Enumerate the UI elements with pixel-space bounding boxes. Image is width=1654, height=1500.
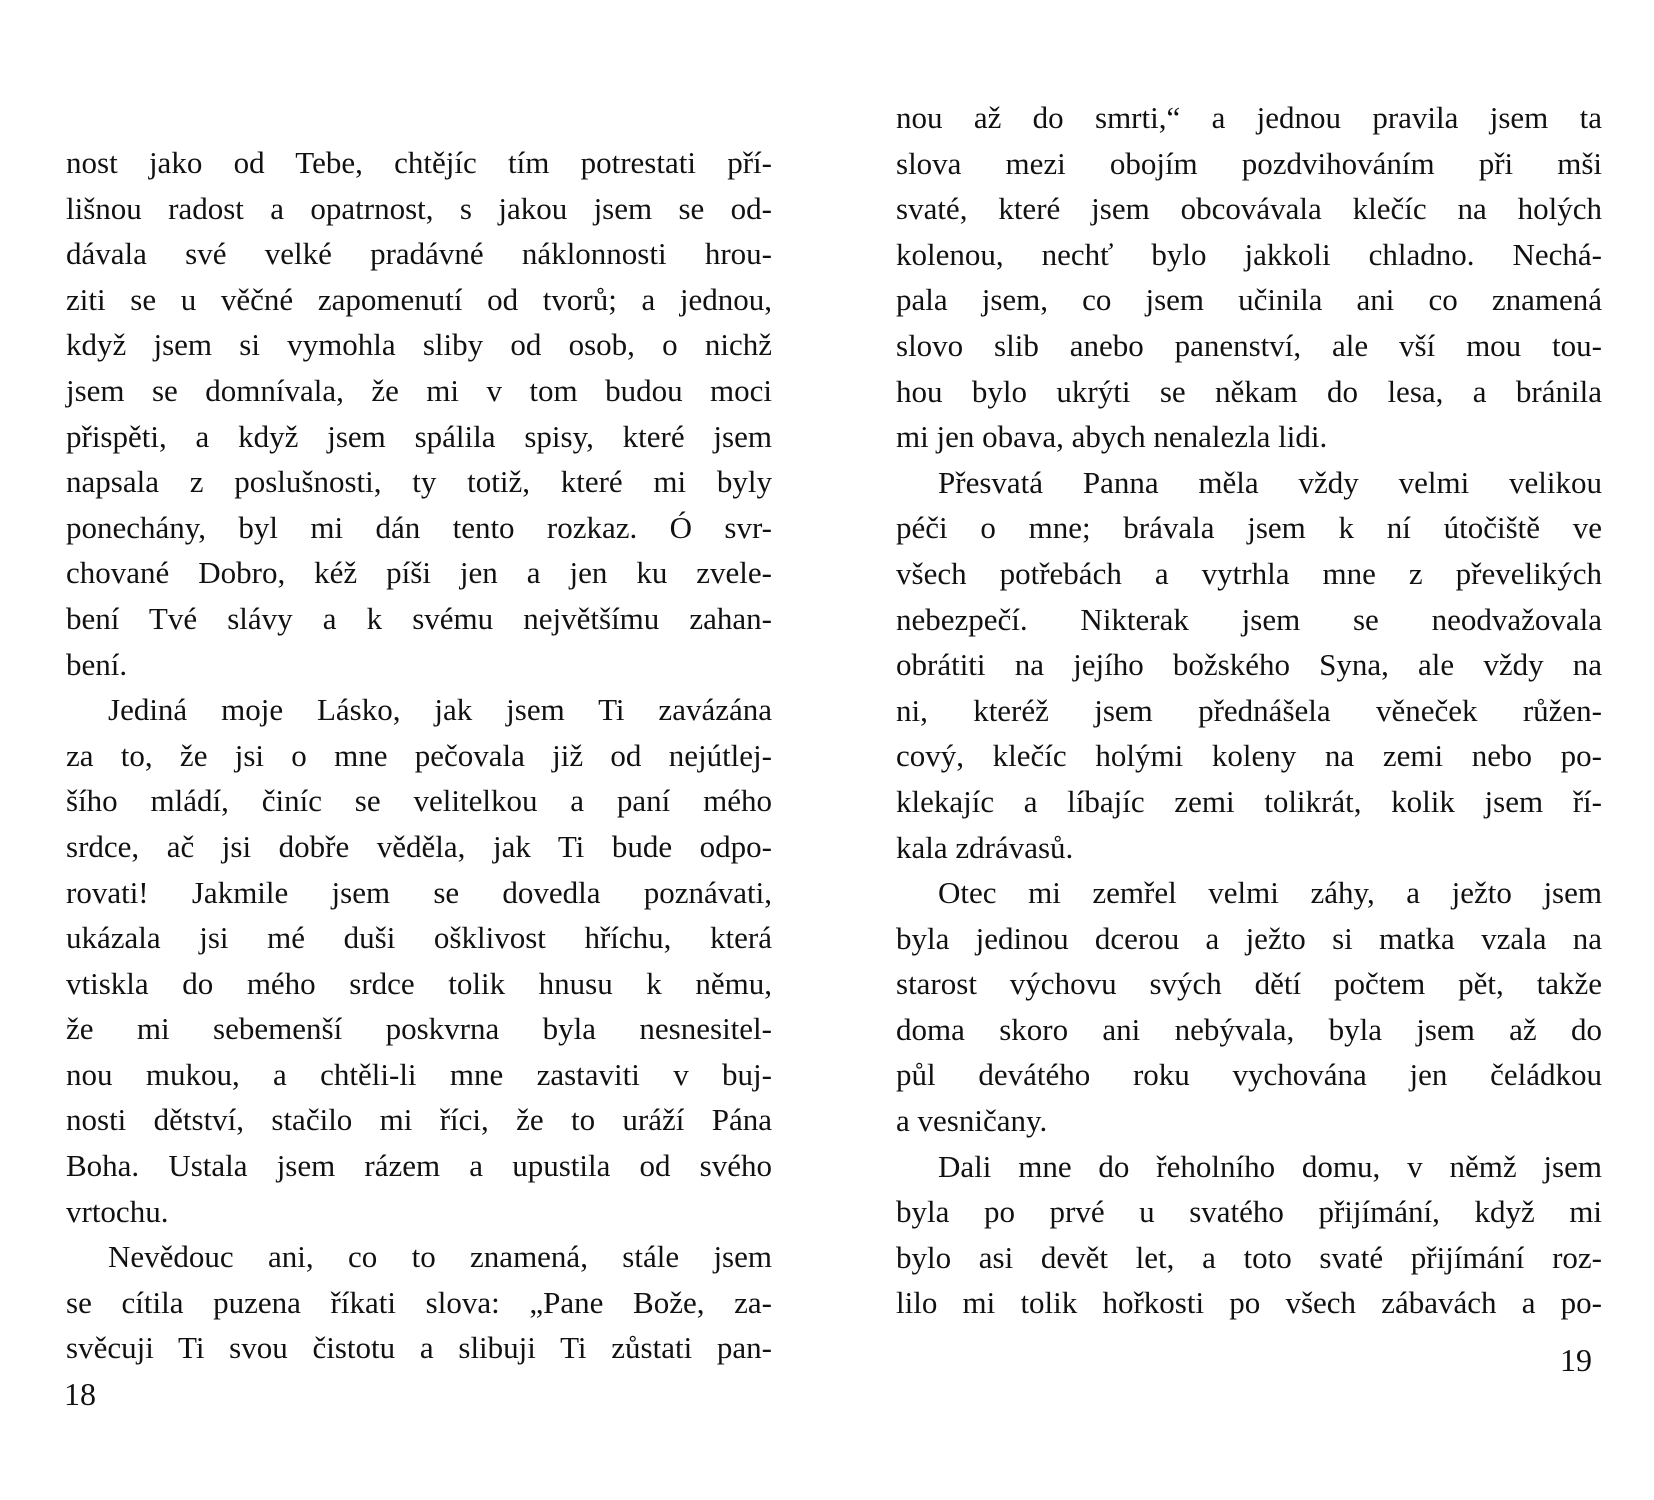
text-line: dávala své velké pradávné náklonnosti hrou- — [66, 236, 772, 272]
text-line: Otec mi zemřel velmi záhy, a ježto jsem — [938, 875, 1602, 911]
text-line: šího mládí, činíc se velitelkou a paní mého — [66, 783, 772, 819]
text-line: napsala z poslušnosti, ty totiž, které mi byly — [66, 464, 772, 500]
text-line: kala zdrávasů. — [896, 829, 1074, 865]
text-line: chované Dobro, kéž píši jen a jen ku zvele- — [66, 555, 772, 591]
text-line: že mi sebemenší poskvrna byla nesnesitel- — [66, 1011, 772, 1047]
text-line: vtiskla do mého srdce tolik hnusu k němu, — [66, 965, 772, 1001]
text-line: půl devátého roku vychována jen čeládkou — [896, 1057, 1602, 1093]
text-line: cový, klečíc holými koleny na zemi nebo po- — [896, 738, 1602, 774]
text-line: svaté, které jsem obcovávala klečíc na holých — [896, 191, 1602, 227]
left-page-text — [66, 140, 772, 1371]
text-line: nou mukou, a chtěli-li mne zastaviti v buj- — [66, 1056, 772, 1092]
text-line: srdce, ač jsi dobře věděla, jak Ti bude odpo- — [66, 828, 772, 864]
text-line: klekajíc a líbajíc zemi tolikrát, kolik jsem ří- — [896, 783, 1602, 819]
text-line: bylo asi devět let, a toto svaté přijímání roz- — [896, 1239, 1602, 1275]
text-line: Nevědouc ani, co to znamená, stále jsem — [108, 1239, 772, 1275]
text-line: ziti se u věčné zapomenutí od tvorů; a jednou, — [66, 281, 772, 317]
text-line: Dali mne do řeholního domu, v němž jsem — [938, 1148, 1602, 1184]
text-line: starost výchovu svých dětí počtem pět, takže — [896, 966, 1602, 1002]
text-line: lišnou radost a opatrnost, s jakou jsem se od- — [66, 190, 772, 226]
text-line: přispěti, a když jsem spálila spisy, které jsem — [66, 418, 772, 454]
text-line: Boha. Ustala jsem rázem a upustila od svého — [66, 1148, 772, 1184]
text-line: rovati! Jakmile jsem se dovedla poznávati, — [66, 874, 772, 910]
text-line: lilo mi tolik hořkosti po všech zábavách a po- — [896, 1285, 1602, 1321]
text-line: vrtochu. — [66, 1193, 169, 1229]
text-line: nebezpečí. Nikterak jsem se neodvažovala — [896, 601, 1602, 637]
text-line: a vesničany. — [896, 1103, 1048, 1139]
text-line: mi jen obava, abych nenalezla lidi. — [896, 419, 1328, 455]
text-line: pala jsem, co jsem učinila ani co znamená — [896, 282, 1602, 318]
text-line: svěcuji Ti svou čistotu a slibuji Ti zůstati pan- — [66, 1330, 772, 1366]
text-line: jsem se domnívala, že mi v tom budou moci — [66, 372, 772, 408]
text-line: obrátiti na jejího božského Syna, ale vždy na — [896, 647, 1602, 683]
text-line: všech potřebách a vytrhla mne z převelikých — [896, 555, 1602, 591]
text-line: slovo slib anebo panenství, ale vší mou tou- — [896, 327, 1602, 363]
text-line: hou bylo ukrýti se někam do lesa, a bránila — [896, 373, 1602, 409]
text-line: ukázala jsi mé duši ošklivost hříchu, která — [66, 920, 772, 956]
text-line: byla jedinou dcerou a ježto si matka vzala na — [896, 920, 1602, 956]
text-line: když jsem si vymohla sliby od osob, o nichž — [66, 327, 772, 363]
text-line: za to, že jsi o mne pečovala již od nejútlej- — [66, 737, 772, 773]
text-line: bení Tvé slávy a k svému největšímu zahan- — [66, 600, 772, 636]
text-line: kolenou, nechť bylo jakkoli chladno. Nechá- — [896, 236, 1602, 272]
text-line: nost jako od Tebe, chtějíc tím potrestati pří- — [66, 145, 772, 180]
text-line: nou až do smrti,“ a jednou pravila jsem ta — [896, 100, 1602, 135]
text-line: ponechány, byl mi dán tento rozkaz. Ó svr- — [66, 509, 772, 545]
right-page-text — [896, 95, 1602, 1326]
page-number-right: 19 — [1560, 1342, 1592, 1378]
text-line: Jediná moje Lásko, jak jsem Ti zavázána — [108, 692, 772, 728]
text-line: slova mezi obojím pozdvihováním při mši — [896, 145, 1602, 181]
text-line: péči o mne; brávala jsem k ní útočiště ve — [896, 510, 1602, 546]
text-line: doma skoro ani nebývala, byla jsem až do — [896, 1011, 1602, 1047]
text-line: bení. — [66, 646, 128, 682]
text-line: se cítila puzena říkati slova: „Pane Bože, za- — [66, 1284, 772, 1320]
text-line: byla po prvé u svatého přijímání, když mi — [896, 1194, 1602, 1230]
text-line: nosti dětství, stačilo mi říci, že to uráží Pána — [66, 1102, 772, 1138]
page-number-left: 18 — [64, 1376, 96, 1412]
text-line: Přesvatá Panna měla vždy velmi velikou — [938, 464, 1602, 500]
text-line: ni, kteréž jsem přednášela věneček růžen- — [896, 692, 1602, 728]
